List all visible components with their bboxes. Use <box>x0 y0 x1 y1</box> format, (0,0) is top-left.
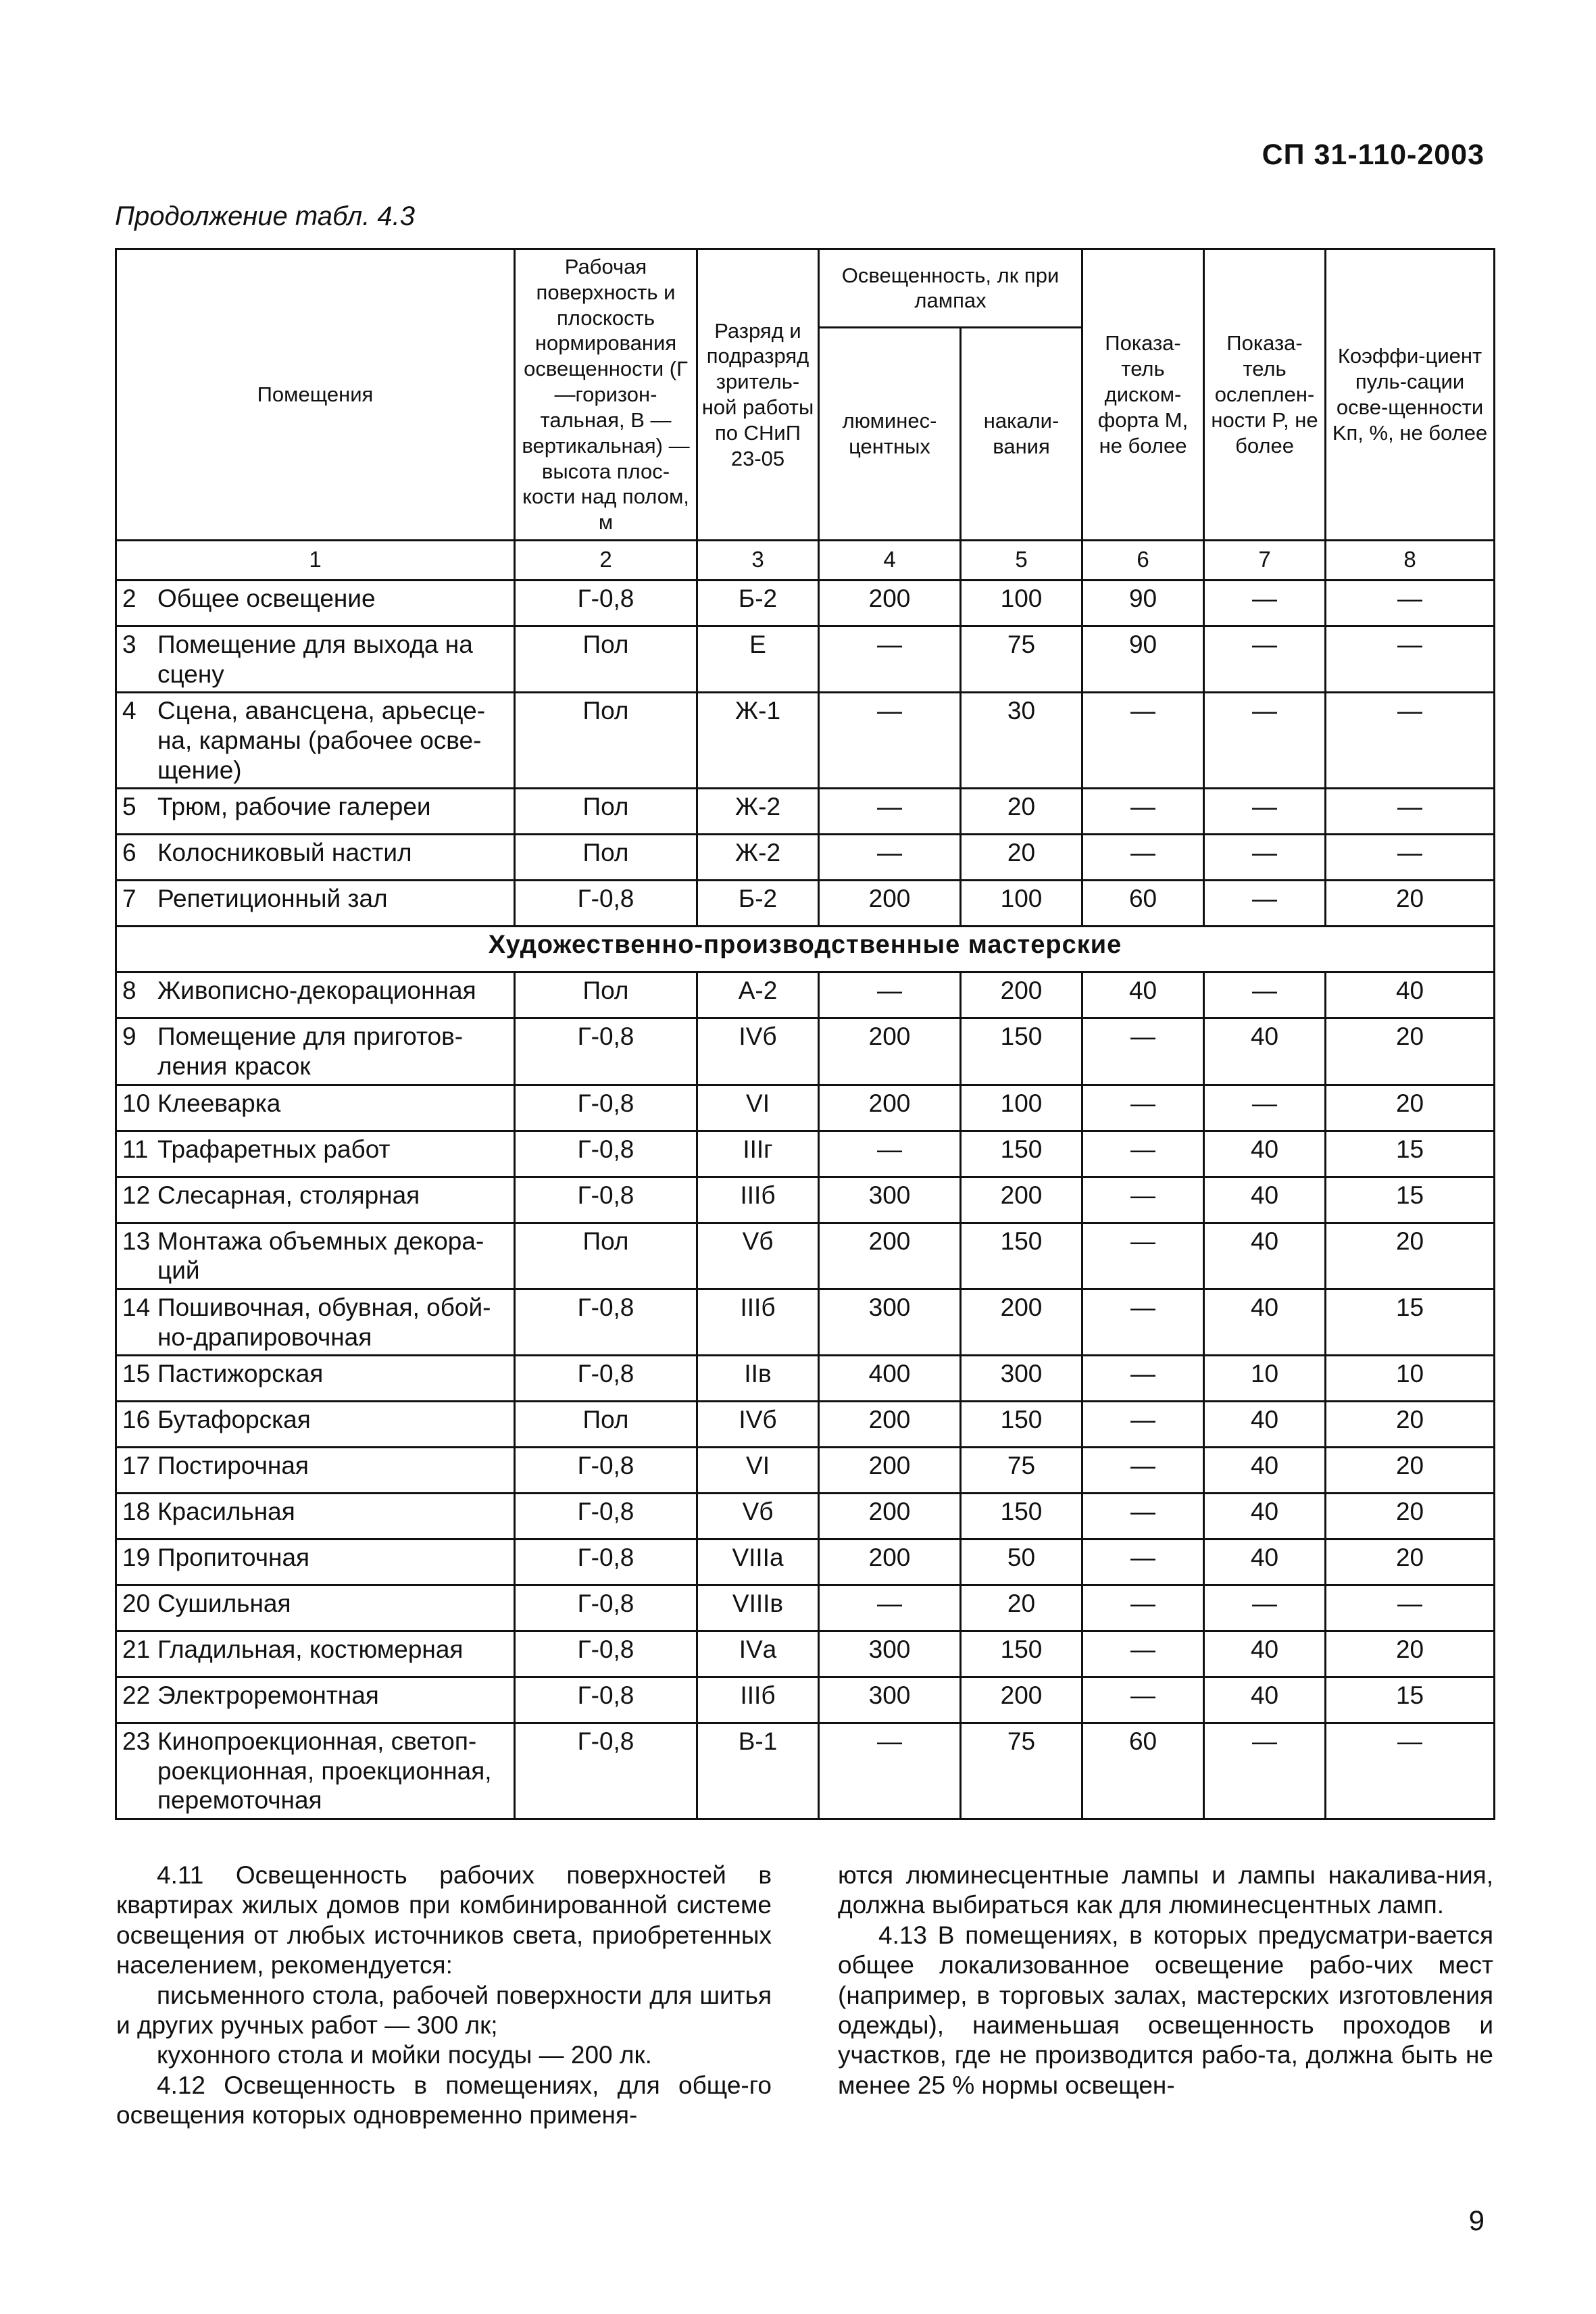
fluorescent-cell: — <box>819 626 961 692</box>
pulsation-cell: 20 <box>1326 1402 1495 1448</box>
grade-cell: IVб <box>697 1402 819 1448</box>
fluorescent-cell: 400 <box>819 1356 961 1402</box>
pulsation-cell: — <box>1326 789 1495 835</box>
header-rooms: Помещения <box>116 249 515 541</box>
room-name: Пастижорская <box>157 1360 324 1388</box>
incandescent-cell: 150 <box>961 1631 1082 1677</box>
room-name: Трафаретных работ <box>157 1135 391 1163</box>
grade-cell: Vб <box>697 1494 819 1540</box>
fluorescent-cell: 300 <box>819 1177 961 1223</box>
glare-cell: — <box>1204 789 1326 835</box>
row-number: 16 <box>122 1406 151 1434</box>
room-name: Помещение для приготов-ления красок <box>157 1023 464 1080</box>
incandescent-cell: 20 <box>961 835 1082 881</box>
pulsation-cell: 15 <box>1326 1131 1495 1177</box>
grade-cell: IIIб <box>697 1289 819 1355</box>
discomfort-cell: — <box>1082 1085 1204 1131</box>
incandescent-cell: 200 <box>961 1677 1082 1723</box>
room-cell <box>116 1177 515 1223</box>
grade-cell: А-2 <box>697 973 819 1018</box>
header-incandescent: накали-вания <box>961 327 1082 540</box>
row-number: 8 <box>122 977 136 1005</box>
row-number: 12 <box>122 1181 151 1209</box>
column-number: 6 <box>1082 540 1204 580</box>
column-number: 4 <box>819 540 961 580</box>
pulsation-cell: 20 <box>1326 1631 1495 1677</box>
glare-cell: — <box>1204 626 1326 692</box>
glare-cell: 40 <box>1204 1448 1326 1494</box>
room-cell <box>116 580 515 626</box>
table-row <box>116 1085 1495 1131</box>
section-row <box>116 927 1495 973</box>
grade-cell: Ж-1 <box>697 693 819 789</box>
fluorescent-cell: — <box>819 693 961 789</box>
table-row <box>116 1356 1495 1402</box>
room-name: Трюм, рабочие галереи <box>157 793 431 821</box>
incandescent-cell: 75 <box>961 1723 1082 1819</box>
room-name: Монтажа объемных декора-ций <box>157 1227 484 1285</box>
glare-cell: 40 <box>1204 1540 1326 1585</box>
grade-cell: Ж-2 <box>697 789 819 835</box>
room-name: Слесарная, столярная <box>157 1181 420 1209</box>
fluorescent-cell: — <box>819 1131 961 1177</box>
row-number: 9 <box>122 1023 136 1051</box>
discomfort-cell: 60 <box>1082 881 1204 927</box>
incandescent-cell: 50 <box>961 1540 1082 1585</box>
discomfort-cell: — <box>1082 1494 1204 1540</box>
discomfort-cell: — <box>1082 1223 1204 1289</box>
surface-cell: Г-0,8 <box>515 580 697 626</box>
pulsation-cell: — <box>1326 1585 1495 1631</box>
grade-cell: Е <box>697 626 819 692</box>
fluorescent-cell: — <box>819 1723 961 1819</box>
room-name: Клееварка <box>157 1089 281 1117</box>
room-name: Красильная <box>157 1498 295 1526</box>
table-row <box>116 881 1495 927</box>
pulsation-cell: 15 <box>1326 1177 1495 1223</box>
grade-cell: Б-2 <box>697 580 819 626</box>
incandescent-cell: 200 <box>961 1177 1082 1223</box>
surface-cell: Пол <box>515 693 697 789</box>
column-number: 2 <box>515 540 697 580</box>
incandescent-cell: 150 <box>961 1018 1082 1085</box>
row-number: 4 <box>122 697 136 725</box>
column-numbers-row <box>116 540 1495 580</box>
incandescent-cell: 100 <box>961 1085 1082 1131</box>
surface-cell: Пол <box>515 1223 697 1289</box>
glare-cell: 40 <box>1204 1677 1326 1723</box>
grade-cell: В-1 <box>697 1723 819 1819</box>
glare-cell: 40 <box>1204 1631 1326 1677</box>
grade-cell: IVа <box>697 1631 819 1677</box>
row-number: 11 <box>122 1135 149 1163</box>
table-caption: Продолжение табл. 4.3 <box>115 201 416 231</box>
pulsation-cell: 15 <box>1326 1677 1495 1723</box>
room-cell <box>116 1402 515 1448</box>
discomfort-cell: — <box>1082 1177 1204 1223</box>
incandescent-cell: 100 <box>961 881 1082 927</box>
discomfort-cell: — <box>1082 1631 1204 1677</box>
surface-cell: Г-0,8 <box>515 1131 697 1177</box>
surface-cell: Пол <box>515 1402 697 1448</box>
pulsation-cell: — <box>1326 835 1495 881</box>
column-number: 1 <box>116 540 515 580</box>
page-number: 9 <box>1468 2205 1485 2236</box>
row-number: 18 <box>122 1498 151 1526</box>
glare-cell: 40 <box>1204 1289 1326 1355</box>
column-number: 5 <box>961 540 1082 580</box>
discomfort-cell: — <box>1082 1356 1204 1402</box>
glare-cell: 40 <box>1204 1223 1326 1289</box>
incandescent-cell: 75 <box>961 1448 1082 1494</box>
table-row <box>116 1494 1495 1540</box>
room-name: Гладильная, костюмерная <box>157 1635 464 1664</box>
grade-cell: IIв <box>697 1356 819 1402</box>
row-number: 3 <box>122 630 136 658</box>
room-cell <box>116 789 515 835</box>
pulsation-cell: — <box>1326 580 1495 626</box>
table-row <box>116 626 1495 692</box>
incandescent-cell: 20 <box>961 789 1082 835</box>
discomfort-cell: 40 <box>1082 973 1204 1018</box>
room-name: Сушильная <box>157 1590 291 1618</box>
fluorescent-cell: — <box>819 789 961 835</box>
column-number: 7 <box>1204 540 1326 580</box>
header-illuminance: Освещенность, лк при лампах <box>819 249 1082 328</box>
grade-cell: VI <box>697 1448 819 1494</box>
discomfort-cell: — <box>1082 1289 1204 1355</box>
surface-cell: Г-0,8 <box>515 1356 697 1402</box>
table-row <box>116 835 1495 881</box>
incandescent-cell: 20 <box>961 1585 1082 1631</box>
discomfort-cell: 90 <box>1082 580 1204 626</box>
room-cell <box>116 1448 515 1494</box>
paragraph: кухонного стола и мойки посуды — 200 лк. <box>157 2041 652 2069</box>
grade-cell: IIIг <box>697 1131 819 1177</box>
pulsation-cell: 20 <box>1326 881 1495 927</box>
paragraph: 4.13 В помещениях, в которых предусматри-вается общее локализованное освещение рабо-чих мест (например, в торговых залах, мастерских изготовления одежды), наименьшая освещенность проходов и участков, где не производится рабо-та, должна быть не менее 25 % нормы освещен- <box>838 1921 1493 2099</box>
surface-cell: Пол <box>515 973 697 1018</box>
pulsation-cell: — <box>1326 626 1495 692</box>
room-name: Репетиционный зал <box>157 885 388 913</box>
pulsation-cell: 15 <box>1326 1289 1495 1355</box>
room-cell <box>116 1223 515 1289</box>
room-cell <box>116 1085 515 1131</box>
discomfort-cell: — <box>1082 1402 1204 1448</box>
table-row <box>116 1677 1495 1723</box>
room-cell <box>116 1289 515 1355</box>
discomfort-cell: — <box>1082 1677 1204 1723</box>
fluorescent-cell: 300 <box>819 1289 961 1355</box>
pulsation-cell: 20 <box>1326 1448 1495 1494</box>
text-column-left <box>116 1861 772 2131</box>
surface-cell: Г-0,8 <box>515 1540 697 1585</box>
room-name: Живописно-декорационная <box>157 977 476 1005</box>
table-row <box>116 1540 1495 1585</box>
row-number: 6 <box>122 839 136 867</box>
room-name: Общее освещение <box>157 584 376 612</box>
surface-cell: Г-0,8 <box>515 1677 697 1723</box>
glare-cell: — <box>1204 1085 1326 1131</box>
grade-cell: IIIб <box>697 1677 819 1723</box>
room-cell <box>116 1018 515 1085</box>
table-row <box>116 789 1495 835</box>
discomfort-cell: 90 <box>1082 626 1204 692</box>
room-name: Пошивочная, обувная, обой-но-драпировочная <box>157 1293 491 1351</box>
fluorescent-cell: 200 <box>819 881 961 927</box>
illumination-norms-table <box>115 248 1495 1820</box>
glare-cell: — <box>1204 835 1326 881</box>
fluorescent-cell: — <box>819 973 961 1018</box>
glare-cell: 40 <box>1204 1018 1326 1085</box>
row-number: 10 <box>122 1089 151 1117</box>
discomfort-cell: — <box>1082 1585 1204 1631</box>
table-row <box>116 693 1495 789</box>
glare-cell: — <box>1204 1585 1326 1631</box>
surface-cell: Г-0,8 <box>515 881 697 927</box>
discomfort-cell: — <box>1082 1131 1204 1177</box>
fluorescent-cell: 200 <box>819 1402 961 1448</box>
pulsation-cell: 20 <box>1326 1018 1495 1085</box>
fluorescent-cell: 300 <box>819 1677 961 1723</box>
surface-cell: Г-0,8 <box>515 1018 697 1085</box>
section-title: Художественно-производственные мастерские <box>116 927 1495 973</box>
room-cell <box>116 835 515 881</box>
fluorescent-cell: 300 <box>819 1631 961 1677</box>
row-number: 21 <box>122 1635 151 1664</box>
header-glare: Показа-тель ослеплен-ности P, не более <box>1204 249 1326 541</box>
paragraph: 4.12 Освещенность в помещениях, для обще-го освещения которых одновременно применя- <box>116 2071 772 2130</box>
discomfort-cell: — <box>1082 789 1204 835</box>
room-cell <box>116 693 515 789</box>
table-row <box>116 1585 1495 1631</box>
row-number: 2 <box>122 584 136 612</box>
room-cell <box>116 1631 515 1677</box>
room-name: Электроремонтная <box>157 1681 379 1710</box>
grade-cell: VI <box>697 1085 819 1131</box>
row-number: 23 <box>122 1727 151 1756</box>
room-name: Кинопроекционная, светоп-роекционная, проекционная, перемоточная <box>157 1727 492 1815</box>
grade-cell: VIIIв <box>697 1585 819 1631</box>
fluorescent-cell: 200 <box>819 1018 961 1085</box>
row-number: 5 <box>122 793 136 821</box>
table-row <box>116 1448 1495 1494</box>
fluorescent-cell: 200 <box>819 1494 961 1540</box>
grade-cell: VIIIа <box>697 1540 819 1585</box>
header-surface: Рабочая поверхность и плоскость нормирования освещенности (Г —горизон-тальная, В — вертикальная) — высота плос-кости над полом, м <box>515 249 697 541</box>
table-row <box>116 973 1495 1018</box>
discomfort-cell: — <box>1082 835 1204 881</box>
column-number: 8 <box>1326 540 1495 580</box>
surface-cell: Г-0,8 <box>515 1723 697 1819</box>
pulsation-cell: 10 <box>1326 1356 1495 1402</box>
grade-cell: IIIб <box>697 1177 819 1223</box>
fluorescent-cell: 200 <box>819 1085 961 1131</box>
glare-cell: — <box>1204 973 1326 1018</box>
incandescent-cell: 200 <box>961 1289 1082 1355</box>
surface-cell: Г-0,8 <box>515 1177 697 1223</box>
incandescent-cell: 75 <box>961 626 1082 692</box>
room-name: Помещение для выхода на сцену <box>157 630 473 688</box>
pulsation-cell: 20 <box>1326 1223 1495 1289</box>
header-grade: Разряд и подразряд зритель-ной работы по СНиП 23-05 <box>697 249 819 541</box>
fluorescent-cell: 200 <box>819 1223 961 1289</box>
incandescent-cell: 150 <box>961 1402 1082 1448</box>
row-number: 19 <box>122 1544 151 1572</box>
discomfort-cell: — <box>1082 1018 1204 1085</box>
row-number: 14 <box>122 1293 151 1321</box>
pulsation-cell: — <box>1326 1723 1495 1819</box>
discomfort-cell: — <box>1082 693 1204 789</box>
fluorescent-cell: — <box>819 1585 961 1631</box>
table-row <box>116 1402 1495 1448</box>
text-column-right <box>838 1861 1493 2100</box>
fluorescent-cell: 200 <box>819 1540 961 1585</box>
glare-cell: — <box>1204 580 1326 626</box>
surface-cell: Г-0,8 <box>515 1585 697 1631</box>
surface-cell: Г-0,8 <box>515 1085 697 1131</box>
pulsation-cell: 20 <box>1326 1494 1495 1540</box>
room-cell <box>116 1677 515 1723</box>
discomfort-cell: — <box>1082 1540 1204 1585</box>
row-number: 15 <box>122 1360 151 1388</box>
table-row <box>116 1289 1495 1355</box>
paragraph: ются люминесцентные лампы и лампы накалива-ния, должна выбираться как для люминесцентных ламп. <box>838 1861 1493 1919</box>
grade-cell: IVб <box>697 1018 819 1085</box>
room-name: Постирочная <box>157 1452 309 1480</box>
room-cell <box>116 1356 515 1402</box>
room-cell <box>116 1131 515 1177</box>
room-cell <box>116 1494 515 1540</box>
table-row <box>116 1177 1495 1223</box>
glare-cell: — <box>1204 881 1326 927</box>
glare-cell: 40 <box>1204 1131 1326 1177</box>
grade-cell: Ж-2 <box>697 835 819 881</box>
row-number: 22 <box>122 1681 151 1710</box>
incandescent-cell: 150 <box>961 1131 1082 1177</box>
table-row <box>116 1723 1495 1819</box>
glare-cell: 40 <box>1204 1402 1326 1448</box>
incandescent-cell: 300 <box>961 1356 1082 1402</box>
incandescent-cell: 100 <box>961 580 1082 626</box>
surface-cell: Г-0,8 <box>515 1494 697 1540</box>
row-number: 13 <box>122 1227 151 1255</box>
glare-cell: 40 <box>1204 1494 1326 1540</box>
incandescent-cell: 30 <box>961 693 1082 789</box>
pulsation-cell: 20 <box>1326 1085 1495 1131</box>
incandescent-cell: 200 <box>961 973 1082 1018</box>
room-cell <box>116 626 515 692</box>
room-name: Бутафорская <box>157 1406 311 1434</box>
pulsation-cell: — <box>1326 693 1495 789</box>
room-cell <box>116 1585 515 1631</box>
room-name: Сцена, авансцена, арьесце-на, карманы (рабочее осве-щение) <box>157 697 486 784</box>
document-code-header: СП 31-110-2003 <box>1262 139 1485 171</box>
pulsation-cell: 20 <box>1326 1540 1495 1585</box>
room-cell <box>116 973 515 1018</box>
surface-cell: Пол <box>515 626 697 692</box>
room-cell <box>116 1723 515 1819</box>
table-row <box>116 1631 1495 1677</box>
header-fluorescent: люминес-центных <box>819 327 961 540</box>
glare-cell: — <box>1204 693 1326 789</box>
table-row <box>116 1018 1495 1085</box>
glare-cell: 10 <box>1204 1356 1326 1402</box>
fluorescent-cell: 200 <box>819 1448 961 1494</box>
fluorescent-cell: 200 <box>819 580 961 626</box>
room-cell <box>116 881 515 927</box>
row-number: 20 <box>122 1590 151 1618</box>
surface-cell: Г-0,8 <box>515 1631 697 1677</box>
header-pulsation: Коэффи-циент пуль-сации осве-щенности Kп, %, не более <box>1326 249 1495 541</box>
incandescent-cell: 150 <box>961 1223 1082 1289</box>
surface-cell: Пол <box>515 835 697 881</box>
column-number: 3 <box>697 540 819 580</box>
surface-cell: Г-0,8 <box>515 1289 697 1355</box>
discomfort-cell: — <box>1082 1448 1204 1494</box>
table-row <box>116 580 1495 626</box>
fluorescent-cell: — <box>819 835 961 881</box>
grade-cell: Б-2 <box>697 881 819 927</box>
room-cell <box>116 1540 515 1585</box>
glare-cell: 40 <box>1204 1177 1326 1223</box>
discomfort-cell: 60 <box>1082 1723 1204 1819</box>
room-name: Колосниковый настил <box>157 839 412 867</box>
table-row <box>116 1131 1495 1177</box>
pulsation-cell: 40 <box>1326 973 1495 1018</box>
surface-cell: Г-0,8 <box>515 1448 697 1494</box>
incandescent-cell: 150 <box>961 1494 1082 1540</box>
room-name: Пропиточная <box>157 1544 310 1572</box>
grade-cell: Vб <box>697 1223 819 1289</box>
paragraph: письменного стола, рабочей поверхности для шитья и других ручных работ — 300 лк; <box>116 1981 772 2039</box>
row-number: 17 <box>122 1452 151 1480</box>
surface-cell: Пол <box>515 789 697 835</box>
glare-cell: — <box>1204 1723 1326 1819</box>
table-row <box>116 1223 1495 1289</box>
row-number: 7 <box>122 885 136 913</box>
header-discomfort: Показа-тель диском-форта M, не более <box>1082 249 1204 541</box>
paragraph: 4.11 Освещенность рабочих поверхностей в квартирах жилых домов при комбинированной системе освещения от любых источников света, приобретенных населением, рекомендуется: <box>116 1861 772 1979</box>
